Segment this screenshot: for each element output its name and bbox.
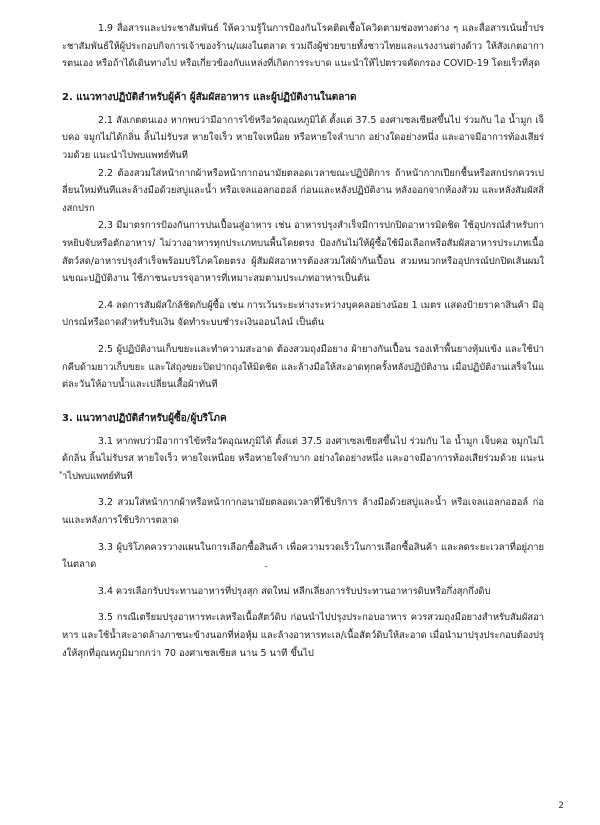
paragraph-2-1: 2.1 สังเกตตนเอง หากพบว่ามีอาการไข้หรือวัดอุณหภูมิได้ ตั้งแต่ 37.5 องศาเซลเซียสขึ้นไป ร่วมกับ ไอ น้ำมูก เจ็บคอ จมูกไม่ได้กลิ่น ลิ้นไม่รับรส หายใจเร็ว หายใจเหนื่อย หรือหายใจลำบาก อย่างใดอย่างหนึ่ง และอาจมีอาการท้องเสียร่วมด้วย แนะนำไปพบแพทย์ทันที bbox=[62, 114, 544, 161]
paragraph-2-2: 2.2 ต้องสวมใส่หน้ากากผ้าหรือหน้ากากอนามัยตลอดเวลาขณะปฏิบัติการ ถ้าหน้ากากเปียกชื้นหรือสกปรกควรเปลี่ยนใหม่ทันทีและล้างมือด้วยสบู่และน้ำ หรือเจลแอลกอฮอล์ ก่อนและหลังปฏิบัติงาน หลังออกจากห้องส้วม และหลังสัมผัสสิ่งสกปรก bbox=[62, 167, 544, 214]
paragraph-3-5: 3.5 กรณีเตรียมปรุงอาหารทะเลหรือเนื้อสัตว์ดิบ ก่อนนำไปปรุงประกอบอาหาร ควรสวมถุงมือยางสำหรับสัมผัสอาหาร และใช้น้ำสะอาดล้างภาชนะข้างนอกที่ห่อหุ้ม และล้างอาหารทะเล/เนื้อสัตว์ดิบให้สะอาด เมื่อนำมาปรุงประกอบต้องปรุงให้สุกที่อุณหภูมิมากกว่า 70 องศาเซลเซียส นาน 5 นาที ขึ้นไป bbox=[62, 612, 544, 659]
paragraph-3-4: 3.4 ควรเลือกรับประทานอาหารที่ปรุงสุก สดใหม่ หลีกเลี่ยงการรับประทานอาหารดิบหรือกึ่งสุกกึ่งดิบ bbox=[98, 585, 491, 597]
paragraph-3-3: 3.3 ผู้บริโภคควรวางแผนในการเลือกซื้อสินค้า เพื่อความรวดเร็วในการเลือกซื้อสินค้า และลดระยะเวลาที่อยู่ภายในตลาด bbox=[62, 541, 544, 571]
paragraph-2-3: 2.3 มีมาตรการป้องกันการปนเปื้อนสู่อาหาร เช่น อาหารปรุงสำเร็จมีการปกปิดอาหารมิดชิด ใช้อุปกรณ์สำหรับการหยิบจับหรือตักอาหาร/ ไม่วางอาหารทุกประเภทบนพื้นโดยตรง ป้องกันไม่ให้ผู้ซื้อใช้มือเลือกหรือสัมผัสอาหารประเภทเนื้อสัตว์สด/อาหารปรุงสำเร็จพร้อมบริโภคโดยตรง ผู้สัมผัสอาหารต้องสวมใส่ผ้ากันเปื้อน สวมหมวกหรืออุปกรณ์ปกปิดเส้นผมในขณะปฏิบัติงาน ใช้ภาชนะบรรจุอาหารที่เหมาะสมตามประเภทอาหารเป็นต้น bbox=[62, 220, 544, 285]
paragraph-3-1: 3.1 หากพบว่ามีอาการไข้หรือวัดอุณหภูมิได้ ตั้งแต่ 37.5 องศาเซลเซียสขึ้นไป ร่วมกับ ไอ น้ำมูก เจ็บคอ จมูกไม่ได้กลิ่น ลิ้นไม่รับรส หายใจเร็ว หายใจเหนื่อย หรือหายใจลำบาก อย่างใดอย่างหนึ่ง และอาจมีอาการท้องเสียร่วมด้วย แนะนำไปพบแพทย์ทันที bbox=[62, 435, 544, 482]
paragraph-1-9: 1.9 สื่อสารและประชาสัมพันธ์ ให้ความรู้ในการป้องกันโรคติดเชื้อโควิดตามช่องทางต่าง ๆ และสื่อสารเน้นย้ำประชาสัมพันธ์ให้ผู้ประกอบกิจการเจ้าของร้าน/แผงในตลาด รวมถึงผู้ช่วยขายทั้งชาวไทยและแรงงานต่างด้าว ให้สังเกตอาการตนเอง หรือถ้าได้เดินทางไป หรือเกี่ยวข้องกับแหล่งที่เกิดการระบาด แนะนำให้ไปตรวจคัดกรอง COVID-19 โดยเร็วที่สุด bbox=[62, 23, 544, 70]
paragraph-2-4: 2.4 ลดการสัมผัสใกล้ชิดกับผู้ซื้อ เช่น การเว้นระยะห่างระหว่างบุคคลอย่างน้อย 1 เมตร แสดงป้ายราคาสินค้า มีอุปกรณ์หรือถาดสำหรับรับเงิน จัดทำระบบชำระเงินออนไลน์ เป็นต้น bbox=[62, 299, 544, 329]
paragraph-3-2: 3.2 สวมใส่หน้ากากผ้าหรือหน้ากากอนามัยตลอดเวลาที่ใช้บริการ ล้างมือด้วยสบู่และน้ำ หรือเจลแอลกอฮอล์ ก่อนและหลังการใช้บริการตลาด bbox=[62, 497, 544, 527]
section-2-heading: 2. แนวทางปฏิบัติสำหรับผู้ค้า ผู้สัมผัสอาหาร และผู้ปฏิบัติงานในตลาด bbox=[62, 91, 357, 103]
page-number: 2 bbox=[558, 801, 564, 811]
paragraph-2-5: 2.5 ผู้ปฏิบัติงานเก็บขยะและทำความสะอาด ต้องสวมถุงมือยาง ผ้ายางกันเปื้อน รองเท้าพื้นยางหุ้มแข้ง และใช้ปากคีบด้ามยาวเก็บขยะ และใส่ถุงขยะปิดปากถุงให้มิดชิด และล้างมือให้สะอาดทุกครั้งหลังปฏิบัติงาน เมื่อปฏิบัติงานเสร็จในแต่ละวันให้อาบน้ำและเปลี่ยนเสื้อผ้าทันที bbox=[62, 343, 544, 391]
stray-mark: ˜ bbox=[264, 565, 268, 574]
section-3-heading: 3. แนวทางปฏิบัติสำหรับผู้ซื้อ/ผู้บริโภค bbox=[62, 412, 227, 424]
